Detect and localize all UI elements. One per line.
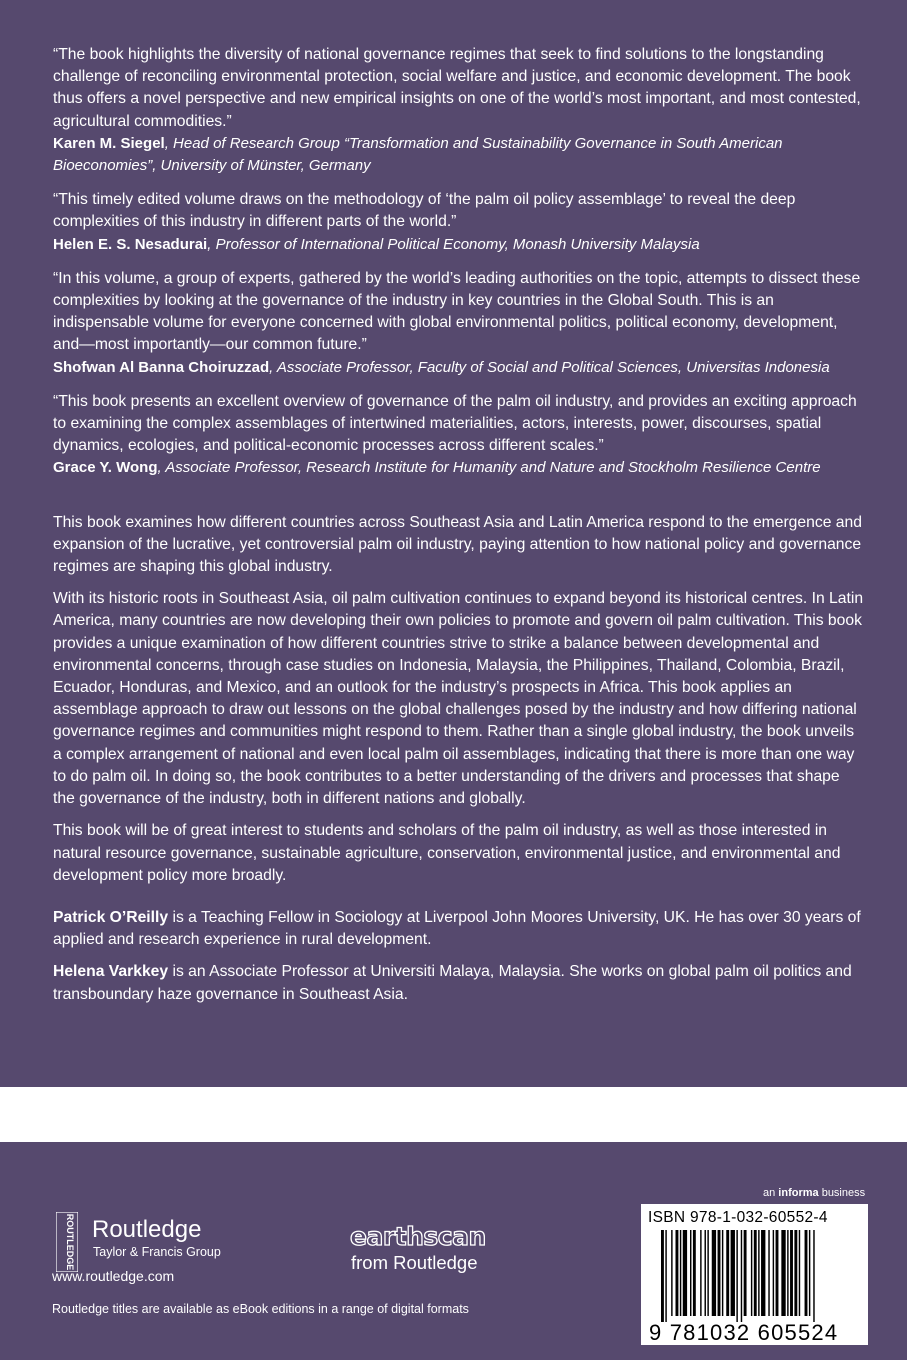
barcode-number: 9 781032 605524 <box>649 1320 839 1345</box>
barcode-bar <box>683 1230 687 1316</box>
informa-bold: informa <box>778 1187 819 1199</box>
endorser-name: Karen M. Siegel <box>53 134 165 152</box>
endorsement-attribution <box>53 234 865 256</box>
barcode-bar <box>809 1230 810 1316</box>
endorsement-attribution <box>53 357 865 379</box>
cover-footer <box>0 1142 907 1360</box>
author-bio-text: is an Associate Professor at Universiti Malaya, Malaysia. She works on global palm oil politics and transboundary haze governance in Southeast Asia. <box>53 963 852 1003</box>
endorsement-attribution <box>53 457 865 479</box>
barcode-bar <box>700 1230 701 1316</box>
endorsement-quote: “The book highlights the diversity of national governance regimes that seek to find solutions to the longstanding challenge of reconciling environmental protection, social welfare and justice, and economic development. The book thus offers a novel perspective and new empirical insights on one of the world’s most important, and most contested, agricultural commodities.” <box>53 46 861 130</box>
barcode-bar <box>680 1230 681 1316</box>
description-paragraph: With its historic roots in Southeast Asia, oil palm cultivation continues to expand beyond its historical centres. In Latin America, many countries are now developing their own policies to promote and govern oil palm cultivation. This book provides a unique examination of how different countries strive to strike a balance between developmental and environmental concerns, through case studies on Indonesia, Malaysia, the Philippines, Thailand, Colombia, Brazil, Ecuador, Honduras, and Mexico, and an outlook for the industry’s prospects in Africa. This book applies an assemblage approach to draw out lessons on the global challenges posed by the industry and how differing national governance regimes and communities might respond to them. Rather than a single global industry, the book unveils a complex arrangement of national and even local palm oil assemblages, indicating that there is more than one way to do palm oil. In doing so, the book contributes to a better understanding of the drivers and processes that shape the governance of the industry, both in different nations and globally. <box>53 590 864 808</box>
informa-prefix: an <box>763 1187 779 1199</box>
endorser-name: Shofwan Al Banna Choiruzzad <box>53 358 270 376</box>
author-bio <box>53 907 865 951</box>
barcode-bar <box>758 1230 759 1316</box>
routledge-mark-text: ROUTLEDGE <box>65 1213 75 1271</box>
barcode-bar <box>665 1230 666 1322</box>
section-spacer <box>53 492 865 512</box>
barcode-bar <box>705 1230 706 1316</box>
barcode-bar <box>661 1230 664 1322</box>
routledge-logo <box>52 1212 252 1272</box>
barcode-bar <box>761 1230 765 1316</box>
author-name: Patrick O’Reilly <box>53 908 169 926</box>
barcode-bar <box>790 1230 793 1316</box>
ebook-note: Routledge titles are available as eBook editions in a range of digital formats <box>52 1302 469 1316</box>
barcode-bar <box>722 1230 723 1316</box>
author-bio-text: is a Teaching Fellow in Sociology at Liverpool John Moores University, UK. He has over 30 years of applied and research experience in rural development. <box>53 908 861 949</box>
barcode-bar <box>676 1230 679 1316</box>
endorsement-quote: “This book presents an excellent overview of governance of the palm oil industry, and provides an exciting approach to examining the complex assemblages of intertwined materialities, actors, interests, power, discourses, spatial dynamics, ecologies, and political-economic processes across different scales.” <box>53 392 857 455</box>
barcode-bar <box>805 1230 808 1316</box>
isbn-label: ISBN 978-1-032-60552-4 <box>648 1209 828 1226</box>
isbn-barcode <box>641 1204 868 1345</box>
barcode-bar <box>712 1230 716 1316</box>
informa-suffix: business <box>818 1187 866 1199</box>
endorser-role: , Head of Research Group “Transformation and Sustainability Governance in South American Bioeconomies”, University of Münster, Germany <box>53 134 783 175</box>
barcode-bar <box>731 1230 735 1316</box>
routledge-group: Taylor & Francis Group <box>93 1245 221 1259</box>
author-name: Helena Varkkey <box>53 963 169 981</box>
barcode-bars <box>647 1230 862 1322</box>
barcode-bar <box>693 1230 696 1316</box>
barcode-bar <box>781 1230 785 1316</box>
endorsement-quote: “This timely edited volume draws on the methodology of ‘the palm oil policy assemblage’ to reveal the deep complexities of this industry in different parts of the world.” <box>53 191 796 231</box>
endorser-name: Helen E. S. Nesadurai <box>53 235 208 253</box>
barcode-bar <box>787 1230 788 1316</box>
barcode-bar <box>690 1230 691 1316</box>
barcode-bar <box>707 1230 708 1316</box>
barcode-bar <box>741 1230 742 1322</box>
barcode-bar <box>768 1230 769 1316</box>
earthscan-logo <box>350 1222 505 1282</box>
endorser-role: , Associate Professor, Faculty of Social and Political Sciences, Universitas Indonesia <box>269 358 830 376</box>
barcode-bar <box>718 1230 721 1316</box>
endorsement-attribution <box>53 133 865 177</box>
barcode-bar <box>726 1230 729 1316</box>
endorsement-quote: “In this volume, a group of experts, gathered by the world’s leading authorities on the topic, attempts to dissect these complexities by looking at the governance of the industry in key countries in the Global South. This is an indispensable volume for everyone concerned with global environmental politics, political economy, development, and—most importantly—our common future.” <box>53 269 861 354</box>
earthscan-name: earthscan <box>350 1222 486 1251</box>
barcode-bar <box>799 1230 800 1316</box>
section-spacer <box>53 897 865 907</box>
barcode-bar <box>751 1230 752 1316</box>
endorser-name: Grace Y. Wong <box>53 459 158 477</box>
publisher-url: www.routledge.com <box>52 1268 175 1284</box>
barcode-bar <box>736 1230 737 1322</box>
endorser-role: , Associate Professor, Research Institute for Humanity and Nature and Stockholm Resilience Centre <box>157 459 821 477</box>
description-paragraph: This book examines how different countries across Southeast Asia and Latin America respond to the emergence and expansion of the lucrative, yet controversial palm oil industry, paying attention to how national policy and governance regimes are shaping this global industry. <box>53 513 862 576</box>
barcode-bar <box>671 1230 672 1316</box>
earthscan-sub: from Routledge <box>351 1252 478 1273</box>
white-band <box>0 1087 907 1142</box>
description-paragraph: This book will be of great interest to students and scholars of the palm oil industry, as well as those interested in natural resource governance, sustainable agriculture, conservation, environmental justice, and environmental and development policy more broadly. <box>53 822 841 884</box>
routledge-mark-icon <box>52 1212 82 1272</box>
barcode-bar <box>794 1230 797 1316</box>
barcode-bar <box>776 1230 779 1316</box>
back-cover-text <box>53 44 865 1016</box>
endorser-role: , Professor of International Political Economy, Monash University Malaysia <box>207 235 700 253</box>
routledge-name: Routledge <box>92 1216 202 1243</box>
barcode-bar <box>813 1230 814 1322</box>
barcode-bar <box>773 1230 774 1316</box>
informa-note <box>763 1187 865 1199</box>
barcode-bar <box>744 1230 747 1316</box>
author-bio <box>53 961 865 1005</box>
barcode-bar <box>754 1230 757 1316</box>
